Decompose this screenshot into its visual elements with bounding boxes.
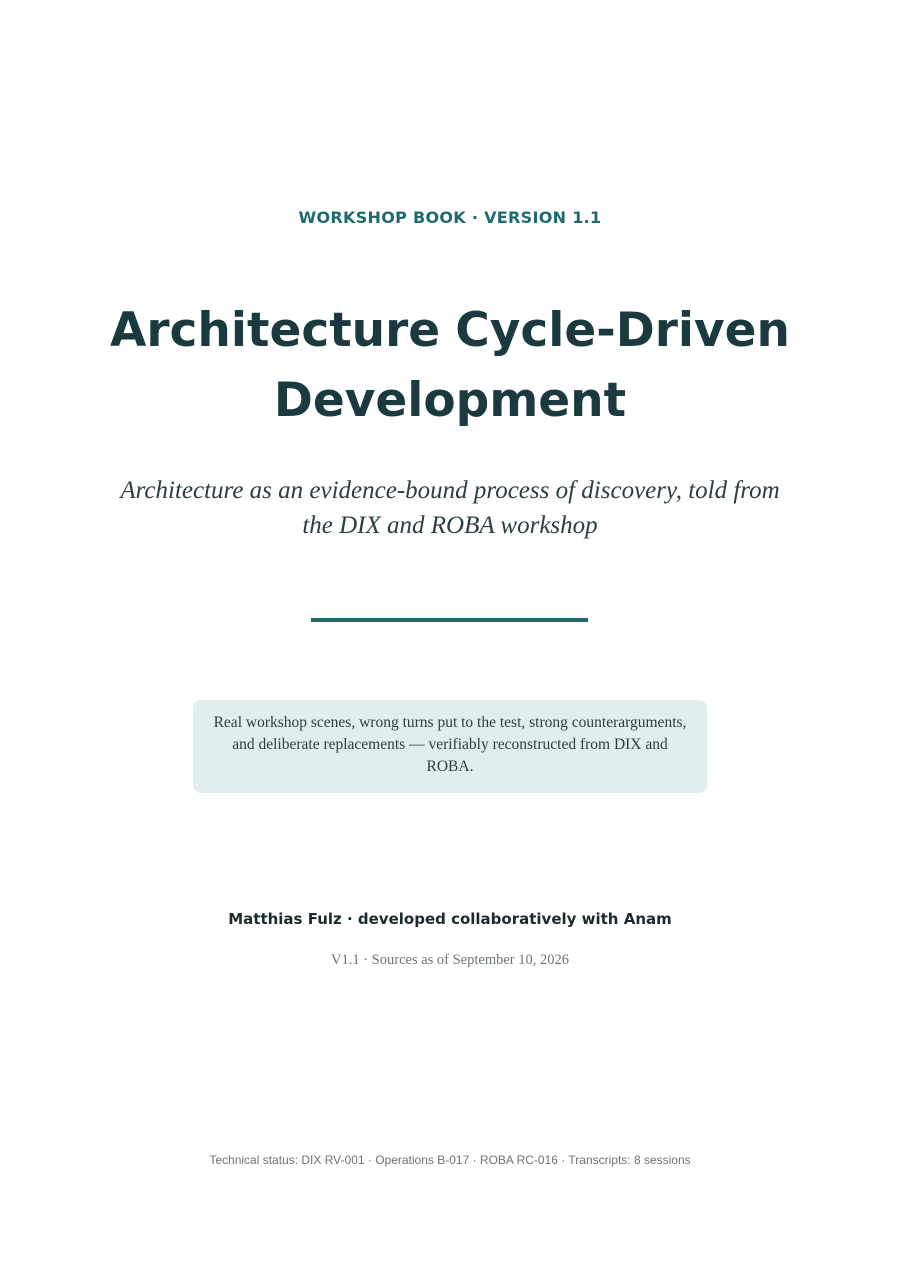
title-line-2: Development bbox=[273, 373, 627, 428]
title-word-architecture: Architecture bbox=[110, 303, 441, 358]
summary-text: Real workshop scenes, wrong turns put to the test, strong counterarguments, and deliberate replacements — verifiably reconstructed from DIX and ROBA. bbox=[213, 714, 687, 775]
title-word-cycle-driven: Cycle-Driven bbox=[455, 303, 790, 358]
summary-callout bbox=[193, 700, 707, 793]
version-date-line: V1.1 · Sources as of September 10, 2026 bbox=[331, 952, 569, 968]
edition-kicker: WORKSHOP BOOK · VERSION 1.1 bbox=[298, 208, 602, 227]
divider-rule bbox=[311, 618, 588, 622]
author-line: Matthias Fulz · developed collaboratively with Anam bbox=[228, 910, 672, 928]
book-subtitle: Architecture as an evidence-bound process of discovery, told from the DIX and ROBA workshop bbox=[120, 477, 780, 539]
technical-status-footer: Technical status: DIX RV-001 · Operations B-017 · ROBA RC-016 · Transcripts: 8 sessions bbox=[209, 1153, 691, 1167]
title-line-1 bbox=[110, 296, 790, 366]
book-title bbox=[110, 296, 790, 436]
